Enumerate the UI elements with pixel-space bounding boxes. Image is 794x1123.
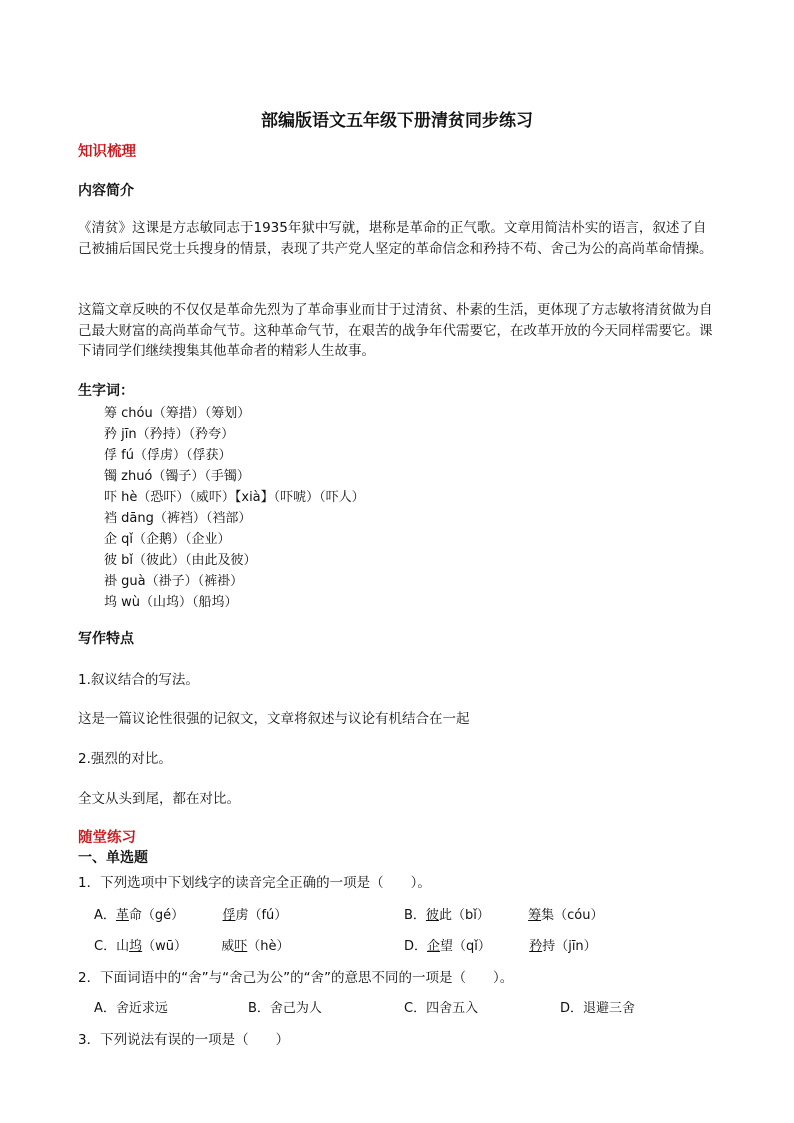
vocab-item: 俘 fú（俘虏）（俘获） xyxy=(104,448,232,463)
writing-point-1-desc: 这是一篇议论性很强的记叙文，文章将叙述与议论有机结合在一起 xyxy=(78,711,470,727)
option-text: （wū） xyxy=(142,939,187,954)
option-text: 持（jīn） xyxy=(542,939,597,954)
q1-option-c[interactable] xyxy=(94,935,290,954)
question-2-stem: 2．下面词语中的“舍”与“舍己为公”的“舍”的意思不同的一项是（ ）。 xyxy=(78,970,514,986)
q1-option-d[interactable] xyxy=(404,935,597,954)
vocab-item: 吓 hè（恐吓）（威吓）【xià】（吓唬）（吓人） xyxy=(104,490,365,505)
option-text: 命（gé） xyxy=(128,908,185,923)
part-single-choice: 一、单选题 xyxy=(78,850,148,866)
underlined-char: 筹 xyxy=(528,908,542,923)
vocab-item: 矜 jīn（矜持）（矜夸） xyxy=(104,427,235,442)
vocab-item: 彼 bǐ（彼此）（由此及彼） xyxy=(104,553,257,568)
underlined-char: 坞 xyxy=(129,939,143,954)
option-label: D． xyxy=(404,939,428,954)
writing-heading: 写作特点 xyxy=(78,631,134,647)
underlined-char: 企 xyxy=(427,939,441,954)
vocab-item: 镯 zhuó（镯子）（手镯） xyxy=(104,469,250,484)
question-1-stem: 1．下列选项中下划线字的读音完全正确的一项是（ ）。 xyxy=(78,875,431,891)
q1-option-b[interactable] xyxy=(404,904,603,923)
q2-option-c[interactable]: C．四舍五入 xyxy=(404,1001,479,1016)
vocab-item: 坞 wù（山坞）（船坞） xyxy=(104,595,238,610)
option-text: 望（qǐ） xyxy=(440,939,491,954)
option-text: 虏（fú） xyxy=(235,908,288,923)
section-practice: 随堂练习 xyxy=(78,830,136,846)
option-label: A． xyxy=(94,908,116,923)
vocab-item: 企 qǐ（企鹅）（企业） xyxy=(104,532,231,547)
vocab-item: 裆 dāng（裤裆）（裆部） xyxy=(104,511,252,526)
underlined-char: 矜 xyxy=(529,939,543,954)
writing-point-2: 2.强烈的对比。 xyxy=(78,751,172,767)
option-text: 集（cóu） xyxy=(541,908,604,923)
q2-option-b[interactable]: B．舍己为人 xyxy=(248,1001,322,1016)
option-text: 山 xyxy=(116,939,130,954)
writing-point-2-desc: 全文从头到尾，都在对比。 xyxy=(78,791,240,807)
option-label: C． xyxy=(94,939,117,954)
intro-heading: 内容简介 xyxy=(78,183,134,199)
option-label: B． xyxy=(404,908,426,923)
vocab-heading: 生字词： xyxy=(78,383,134,399)
q1-option-a[interactable] xyxy=(94,904,287,923)
q2-option-a[interactable]: A．舍近求远 xyxy=(94,1001,168,1016)
writing-point-1: 1.叙议结合的写法。 xyxy=(78,672,199,688)
underlined-char: 革 xyxy=(115,908,129,923)
option-text: 威 xyxy=(221,939,235,954)
vocab-item: 筹 chóu（筹措）（筹划） xyxy=(104,406,251,421)
option-text: （hè） xyxy=(247,939,290,954)
underlined-char: 吓 xyxy=(234,939,248,954)
q2-option-d[interactable]: D．退避三舍 xyxy=(560,1001,636,1016)
option-text: 此（bǐ） xyxy=(438,908,490,923)
question-3-stem: 3．下列说法有误的一项是（ ） xyxy=(78,1032,290,1048)
vocab-item: 褂 guà（褂子）（裤褂） xyxy=(104,574,244,589)
underlined-char: 俘 xyxy=(222,908,236,923)
intro-paragraph-1: 《清贫》这课是方志敏同志于1935年狱中写就，堪称是革命的正气歌。文章用简洁朴实的语言，叙述了自己被捕后国民党士兵搜身的情景，表现了共产党人坚定的革命信念和矜持不苟、舍己为公的高尚革命情操。 xyxy=(78,220,713,257)
underlined-char: 彼 xyxy=(425,908,439,923)
section-knowledge: 知识梳理 xyxy=(78,144,136,160)
intro-paragraph-2: 这篇文章反映的不仅仅是革命先烈为了革命事业而甘于过清贫、朴素的生活，更体现了方志敏将清贫做为自己最大财富的高尚革命气节。这种革命气节，在艰苦的战争年代需要它，在改革开放的今天同样需要它。课下请同学们继续搜集其他革命者的精彩人生故事。 xyxy=(78,302,713,359)
page-title: 部编版语文五年级下册清贫同步练习 xyxy=(261,111,533,131)
